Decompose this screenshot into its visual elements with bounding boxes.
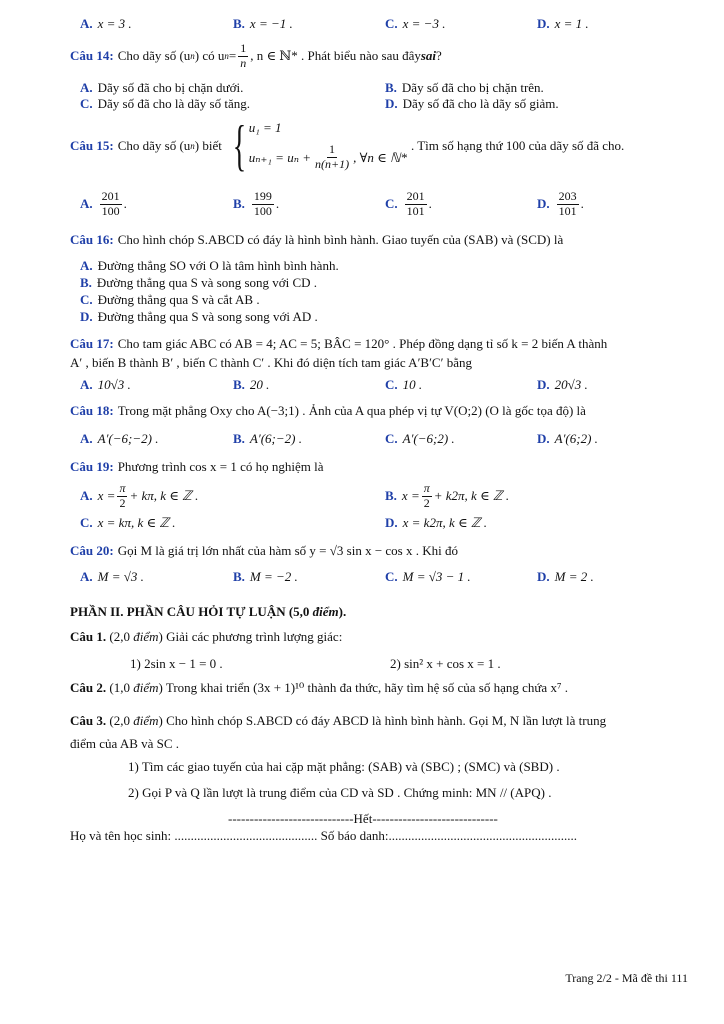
q17-option-d: D. 20√3 . [537, 377, 588, 392]
q14-option-a: A. Dãy số đã cho bị chặn dưới. [80, 80, 244, 95]
q14-options-row2 [0, 96, 724, 118]
q20-option-c: C. M = √3 − 1 . [385, 569, 471, 584]
q19-option-b: B. x = $\frac{\pi}{2}$ + k2π, k ∈ ℤ . [385, 481, 510, 510]
q18-option-d: D. A′(6;2) . [537, 431, 598, 446]
q18-option-b: B. A′(6;−2) . [233, 431, 302, 446]
essay-3-item-2: 2) Gọi P và Q lần lượt là trung điểm của CD và SD . Chứng minh: MN // (APQ) . [128, 785, 552, 800]
q17-option-a: A. 10√3 . [80, 377, 131, 392]
end-mark: -----------------------------Hết----------------------------- [228, 811, 498, 826]
q18-option-c: C. A′(−6;2) . [385, 431, 455, 446]
q14-option-d: D. Dãy số đã cho là dãy số giảm. [385, 96, 559, 111]
q16-option-b: B. Đường thẳng qua S và song song với CD . [80, 275, 318, 290]
essay-1-question: Câu 1. (2,0 điểm) Giải các phương trình lượng giác: [70, 629, 343, 644]
left-brace-icon: { [232, 115, 247, 177]
q19-option-c: C. x = kπ, k ∈ ℤ . [80, 515, 176, 530]
q15-option-b: B. $\frac{199}{100}$ . [233, 189, 280, 218]
q20-option-b: B. M = −2 . [233, 569, 298, 584]
q15-option-d: D. $\frac{203}{101}$ . [537, 189, 584, 218]
q19-question: Câu 19: Phương trình cos x = 1 có họ nghiệm là [70, 459, 324, 474]
q15-question: Câu 15: Cho dãy số (u n ) biết { u₁ = 1 uₙ₊₁ = uₙ + $\frac{1}{n(n+1)}$ , ∀n ∈ ℕ* . Tìm số hạng thứ 100 của dãy số đã cho. [70, 115, 625, 177]
page-footer: Trang 2/2 - Mã đề thi 111 [565, 971, 688, 985]
essay-3-item-1: 1) Tìm các giao tuyến của hai cặp mặt phẳng: (SAB) và (SBC) ; (SMC) và (SBD) . [128, 759, 560, 774]
q14-option-c: C. Dãy số đã cho là dãy số tăng. [80, 96, 250, 111]
q18-option-a: A. A′(−6;−2) . [80, 431, 159, 446]
q19-option-a: A. x = $\frac{\pi}{2}$ + kπ, k ∈ ℤ . [80, 481, 199, 510]
q15-option-c: C. $\frac{201}{101}$ . [385, 189, 432, 218]
q17-options [0, 377, 724, 399]
q13-option-c: C. x = −3 . [385, 16, 446, 31]
q13-options [0, 16, 724, 38]
student-info-line: Họ và tên học sinh: ............................................ Số báo danh:.......................................................... [70, 828, 577, 843]
q20-options [0, 569, 724, 591]
q17-option-b: B. 20 . [233, 377, 270, 392]
q16-option-d: D. Đường thẳng qua S và song song với AD . [80, 309, 318, 324]
essay-1-item-1: 1) 2sin x − 1 = 0 . [130, 656, 223, 671]
q20-question: Câu 20: Gọi M là giá trị lớn nhất của hàm số y = √3 sin x − cos x . Khi đó [70, 543, 458, 558]
q19-options-row2 [0, 515, 724, 537]
q15-options [0, 190, 724, 224]
q13-option-b: B. x = −1 . [233, 16, 293, 31]
q17-question: Câu 17: Cho tam giác ABC có AB = 4; AC = 5; BÂC = 120° . Phép đồng dạng tỉ số k = 2 biến A thành [70, 336, 608, 351]
q18-question: Câu 18: Trong mặt phẳng Oxy cho A(−3;1) . Ảnh của A qua phép vị tự V(O;2) (O là gốc tọa độ) là [70, 403, 586, 418]
part2-heading: PHẦN II. PHẦN CÂU HỎI TỰ LUẬN (5,0 điểm). [70, 604, 347, 619]
q14-option-b: B. Dãy số đã cho bị chặn trên. [385, 80, 544, 95]
q17-option-c: C. 10 . [385, 377, 423, 392]
essay-3-question: Câu 3. (2,0 điểm) Cho hình chóp S.ABCD có đáy ABCD là hình bình hành. Gọi M, N lần lượt là trung [70, 713, 607, 728]
q13-option-a: A. x = 3 . [80, 16, 132, 31]
q19-options-row1 [0, 482, 724, 516]
q15-option-a: A. $\frac{201}{100}$ . [80, 189, 127, 218]
q16-option-a: A. Đường thẳng SO với O là tâm hình bình hành. [80, 258, 339, 273]
q20-option-a: A. M = √3 . [80, 569, 144, 584]
essay-1-items [0, 656, 724, 678]
q19-option-d: D. x = k2π, k ∈ ℤ . [385, 515, 488, 530]
q15-recurrence-system: { u₁ = 1 uₙ₊₁ = uₙ + $\frac{1}{n(n+1)}$ , ∀n ∈ ℕ* [232, 115, 407, 177]
q13-option-d: D. x = 1 . [537, 16, 589, 31]
q18-options [0, 431, 724, 453]
q14-question: Câu 14: Cho dãy số (u n ) có u n = $\frac{1}{n}$ , n ∈ ℕ* . Phát biểu nào sau đây sai ? [70, 41, 442, 70]
q14-fraction: $\frac{1}{n}$ [240, 41, 247, 70]
q16-question: Câu 16: Cho hình chóp S.ABCD có đáy là hình bình hành. Giao tuyến của (SAB) và (SCD) là [70, 232, 564, 247]
essay-1-item-2: 2) sin² x + cos x = 1 . [390, 656, 501, 671]
essay-3-question-cont: điểm của AB và SC . [70, 736, 180, 751]
q15-recurrence-fraction: $\frac{1}{n(n+1)}$ [314, 142, 350, 172]
q17-question-cont: A′ , biến B thành B′ , biến C thành C′ . Khi đó diện tích tam giác A′B′C′ bằng [70, 355, 472, 370]
q20-option-d: D. M = 2 . [537, 569, 594, 584]
essay-2-question: Câu 2. (1,0 điểm) Trong khai triển (3x + 1)¹⁰ thành đa thức, hãy tìm hệ số của số hạng chứa x⁷ . [70, 680, 568, 695]
q16-option-c: C. Đường thẳng qua S và cắt AB . [80, 292, 260, 307]
